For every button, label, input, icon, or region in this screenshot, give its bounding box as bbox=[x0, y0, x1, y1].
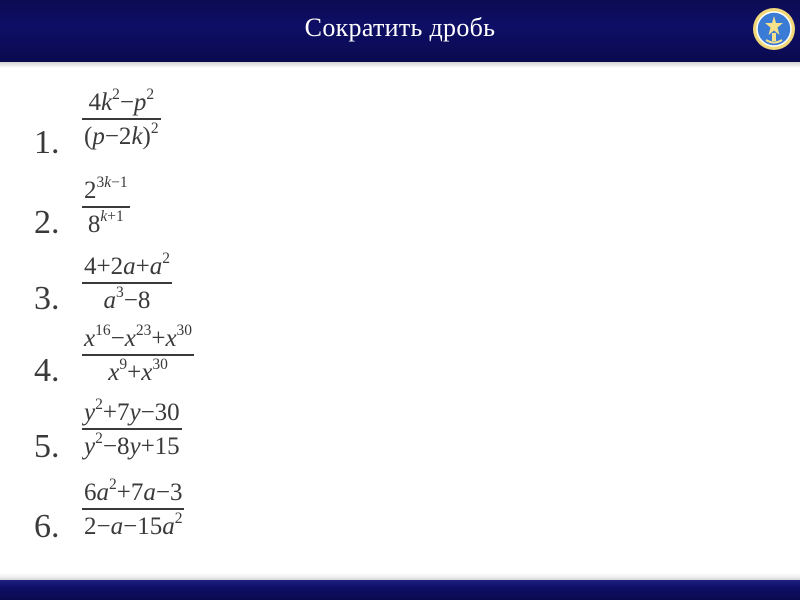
header-shadow bbox=[0, 62, 800, 68]
fraction-4 bbox=[82, 322, 194, 386]
task-4 bbox=[30, 318, 430, 394]
footer-shadow bbox=[0, 573, 800, 580]
fraction-numerator: $4+2a+a^2$ bbox=[84, 250, 170, 280]
fraction-numerator: $4k^2-p^2$ bbox=[88, 86, 155, 116]
fraction-1 bbox=[82, 86, 161, 150]
task-1 bbox=[30, 86, 430, 166]
fraction-denominator: $2-a-15a^2$ bbox=[84, 510, 183, 540]
task-number: 1. bbox=[34, 124, 60, 161]
emblem-icon bbox=[752, 7, 796, 51]
fraction-6 bbox=[82, 476, 184, 540]
task-6 bbox=[30, 474, 430, 550]
task-number: 4. bbox=[34, 352, 60, 389]
task-number: 2. bbox=[34, 204, 60, 241]
task-number: 6. bbox=[34, 508, 60, 545]
fraction-numerator: $x^{16}-x^{23}+x^{30}$ bbox=[84, 322, 193, 352]
fraction-denominator: $8^{k+1}$ bbox=[87, 208, 124, 238]
slide-title: Сократить дробь bbox=[304, 13, 496, 42]
task-number: 5. bbox=[34, 428, 60, 465]
header-bar bbox=[0, 0, 800, 62]
task-2 bbox=[30, 170, 430, 246]
task-3 bbox=[30, 246, 430, 322]
fraction-denominator: $x^9+x^{30}$ bbox=[108, 356, 168, 386]
fraction-numerator: $y^2+7y-30$ bbox=[84, 396, 180, 426]
fraction-numerator: $6a^2+7a-3$ bbox=[84, 476, 183, 506]
fraction-denominator: $y^2-8y+15$ bbox=[84, 430, 180, 460]
fraction-numerator: $2^{3k-1}$ bbox=[84, 174, 128, 204]
fraction-5 bbox=[82, 396, 182, 460]
fraction-3 bbox=[82, 250, 172, 314]
task-5 bbox=[30, 394, 430, 470]
fraction-2 bbox=[82, 174, 130, 238]
fraction-denominator: $a^3-8$ bbox=[103, 284, 151, 314]
footer-bar bbox=[0, 580, 800, 600]
task-number: 3. bbox=[34, 280, 60, 317]
fraction-denominator: $(p-2k)^2$ bbox=[84, 120, 159, 150]
